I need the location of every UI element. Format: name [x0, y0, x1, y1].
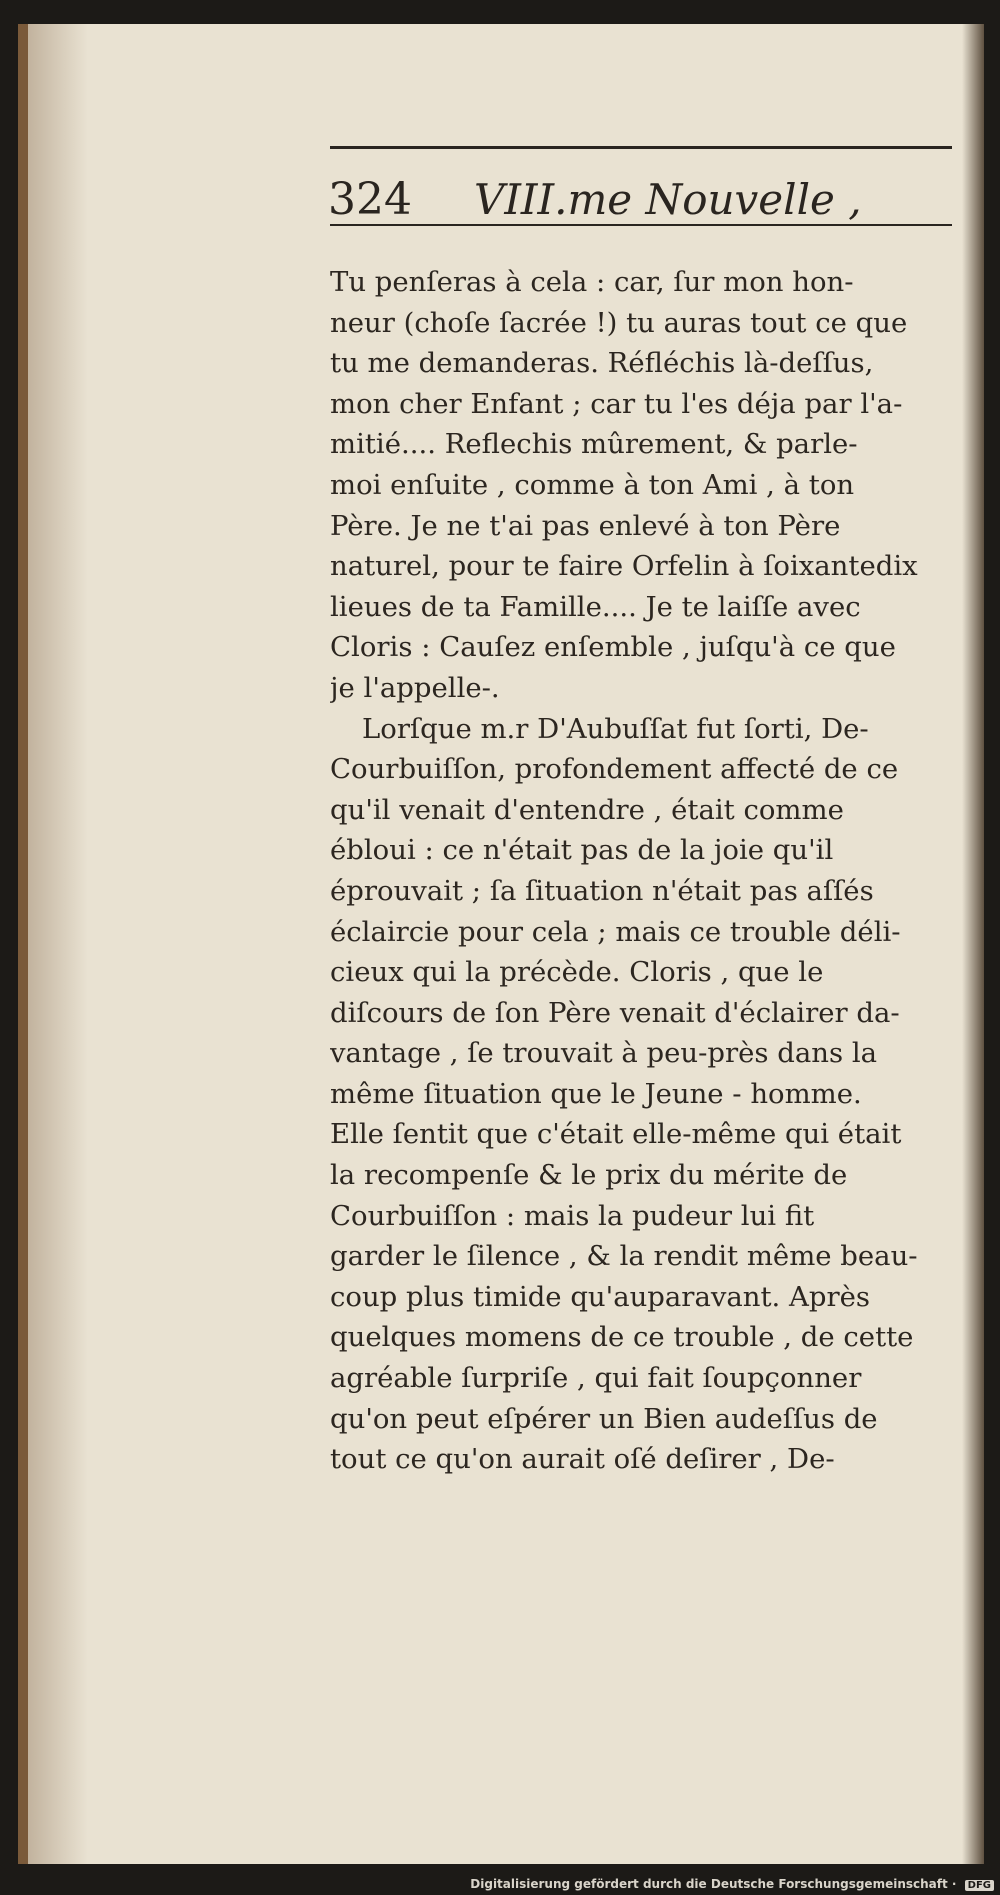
text-line: la recompenſe & le prix du mérite de [330, 1159, 848, 1192]
page-number: 324 [328, 174, 412, 225]
text-line: Cloris : Cauſez enſemble , juſqu'à ce que [330, 631, 896, 664]
text-line: mon cher Enfant ; car tu l'es déja par l'a- [330, 387, 903, 420]
book-page [18, 24, 984, 1864]
credit-text: Digitalisierung gefördert durch die Deutsche Forschungsgemeinschaft · [470, 1877, 957, 1891]
running-head-title: VIII.me Nouvelle , [473, 175, 862, 224]
text-line: mitié.... Reflechis mûrement, & parle- [330, 428, 858, 461]
running-head [328, 174, 948, 225]
dfg-logo-icon: DFG [965, 1880, 994, 1891]
text-line: Courbuiſſon : mais la pudeur lui fit [330, 1199, 815, 1232]
text-line: neur (choſe ſacrée !) tu auras tout ce que [330, 306, 908, 339]
text-line: Père. Je ne t'ai pas enlevé à ton Père [330, 509, 841, 542]
text-line: je l'appelle-. [330, 671, 500, 704]
text-line: agréable ſurpriſe , qui fait ſoupçonner [330, 1362, 862, 1395]
text-line: garder le ſilence , & la rendit même beau- [330, 1240, 918, 1273]
text-line: lieues de ta Famille.... Je te laiſſe avec [330, 590, 861, 623]
text-line: diſcours de ſon Père venait d'éclairer da- [330, 996, 900, 1029]
text-line: Courbuiſſon, profondement affecté de ce [330, 753, 899, 786]
text-line: ébloui : ce n'était pas de la joie qu'il [330, 834, 834, 867]
header-rule-top [330, 146, 952, 149]
text-line: même ſituation que le Jeune - homme. [330, 1077, 862, 1110]
text-line: cieux qui la précède. Cloris , que le [330, 956, 824, 989]
text-line: tu me demanderas. Réfléchis là-deſſus, [330, 347, 874, 380]
text-line: moi enſuite , comme à ton Ami , à ton [330, 468, 855, 501]
text-line: Lorſque m.r D'Aubuſſat fut ſorti, De- [362, 712, 869, 745]
text-line: tout ce qu'on aurait oſé deſirer , De- [330, 1443, 835, 1476]
text-line: éclaircie pour cela ; mais ce trouble déli- [330, 915, 901, 948]
text-line: Tu penſeras à cela : car, ſur mon hon- [330, 266, 854, 298]
text-line: vantage , ſe trouvait à peu-près dans la [330, 1037, 878, 1070]
digitization-credit [470, 1877, 994, 1891]
body-text [330, 262, 970, 1480]
text-line: qu'on peut eſpérer un Bien audeſſus de [330, 1402, 878, 1435]
text-line: coup plus timide qu'auparavant. Après [330, 1280, 871, 1313]
text-line: naturel, pour te faire Orfelin à ſoixantedix [330, 550, 918, 583]
header-rule-bottom [330, 224, 952, 226]
text-line: quelques momens de ce trouble , de cette [330, 1321, 914, 1354]
text-line: qu'il venait d'entendre , était comme [330, 793, 844, 826]
text-line: éprouvait ; ſa ſituation n'était pas aſſés [330, 874, 874, 907]
text-line: Elle ſentit que c'était elle-même qui était [330, 1118, 902, 1151]
